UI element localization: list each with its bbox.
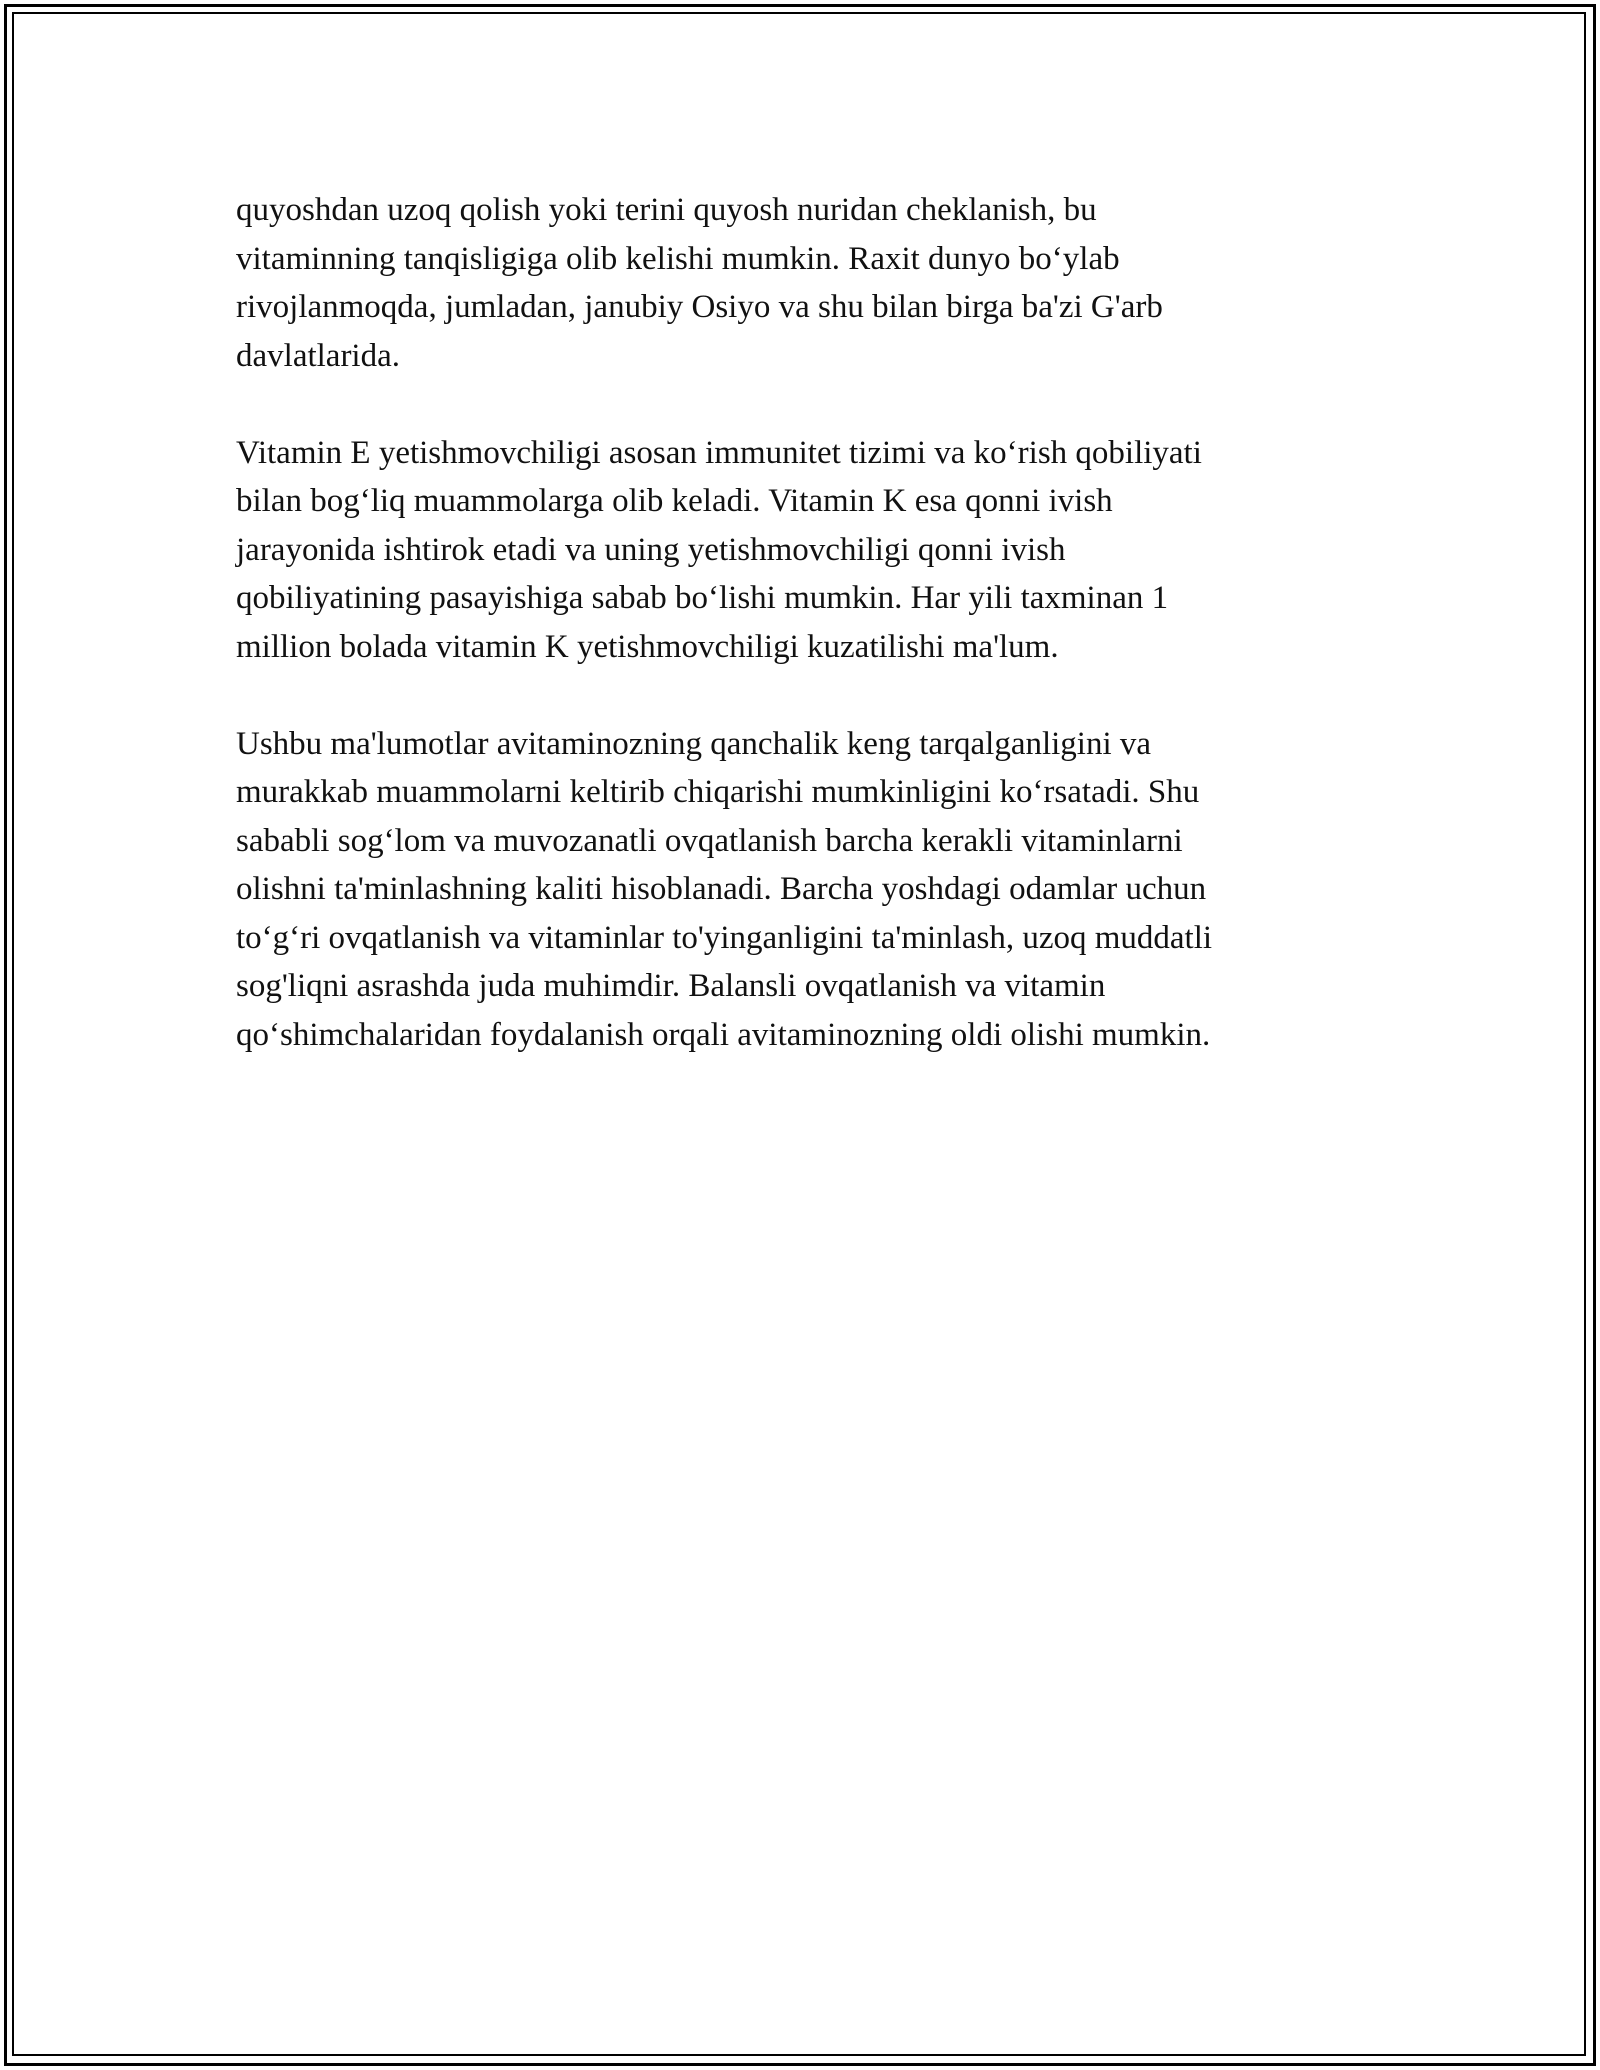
paragraph-1: quyoshdan uzoq qolish yoki terini quyosh nuridan cheklanish, bu vitaminning tanqisligiga olib kelishi mumkin. Raxit dunyo bo‘ylab rivojlanmoqda, jumladan, janubiy Osiyo va shu bilan birga ba'zi G'arb davlatlarida. (236, 192, 1163, 374)
paragraph-3: Ushbu ma'lumotlar avitaminozning qanchalik keng tarqalganligini va murakkab muammolarni keltirib chiqarishi mumkinligini ko‘rsatadi. Shu sababli sog‘lom va muvozanatli ovqatlanish barcha kerakli vitaminlarni olishni ta'minlashning kaliti hisoblanadi. Barcha yoshdagi odamlar uchun to‘g‘ri ovqatlanish va vitaminlar to'yinganligini ta'minlash, uzoq muddatli sog'liqni asrashda juda muhimdir. Balansli ovqatlanish va vitamin qo‘shimchalaridan foydalanish orqali avitaminozning oldi olishi mumkin. (236, 725, 1213, 1053)
document-body (236, 186, 1356, 1108)
paragraph-2: Vitamin E yetishmovchiligi asosan immunitet tizimi va ko‘rish qobiliyati bilan bog‘liq muammolarga olib keladi. Vitamin K esa qonni ivish jarayonida ishtirok etadi va uning yetishmovchiligi qonni ivish qobiliyatining pasayishiga sabab bo‘lishi mumkin. Har yili taxminan 1 million bolada vitamin K yetishmovchiligi kuzatilishi ma'lum. (236, 434, 1202, 665)
